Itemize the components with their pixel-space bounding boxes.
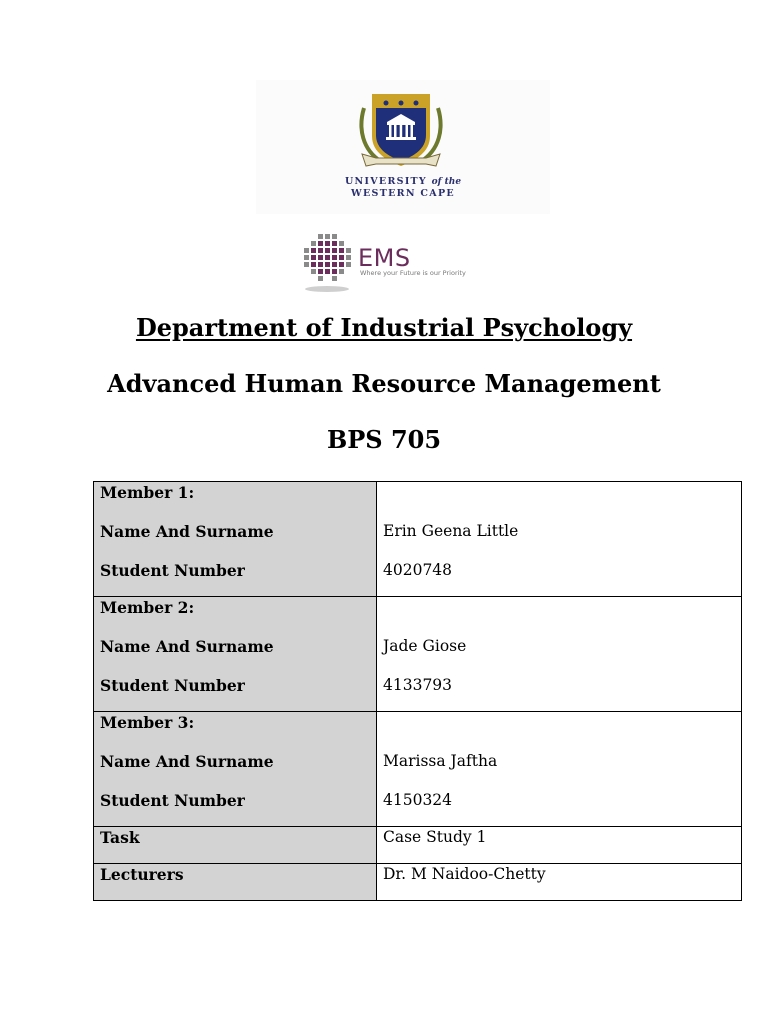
uwc-crest-icon	[356, 88, 446, 176]
member-row	[94, 482, 742, 597]
member-header: Member 3:	[100, 713, 195, 732]
task-label-cell	[94, 827, 377, 864]
member-name: Marissa Jaftha	[383, 752, 498, 770]
student-number-label: Student Number	[100, 561, 245, 580]
lecturers-value: Dr. M Naidoo-Chetty	[383, 865, 546, 883]
course-code: BPS 705	[326, 425, 442, 454]
course-title: Advanced Human Resource Management	[107, 369, 661, 398]
lecturers-label: Lecturers	[100, 865, 184, 884]
student-number-label: Student Number	[100, 676, 245, 695]
member-label-cell	[94, 482, 377, 597]
ems-logo	[300, 232, 470, 296]
uwc-name-line1: UNIVERSITY of the	[344, 176, 462, 187]
member-row	[94, 712, 742, 827]
uwc-name-line2: WESTERN CAPE	[351, 188, 455, 199]
member-label-cell	[94, 597, 377, 712]
task-value-cell	[377, 827, 742, 864]
group-info-table	[93, 481, 742, 901]
student-number: 4020748	[383, 561, 453, 579]
student-number: 4133793	[383, 676, 453, 694]
department-title: Department of Industrial Psychology	[135, 313, 633, 342]
ems-dot-grid-icon	[300, 232, 356, 296]
student-number-label: Student Number	[100, 791, 245, 810]
member-label-cell	[94, 712, 377, 827]
name-label: Name And Surname	[100, 752, 274, 771]
ems-wordmark: EMS	[358, 244, 411, 272]
task-label: Task	[100, 828, 140, 847]
lecturers-row	[94, 864, 742, 901]
task-value: Case Study 1	[383, 828, 487, 846]
lecturers-label-cell	[94, 864, 377, 901]
member-row	[94, 597, 742, 712]
task-row	[94, 827, 742, 864]
member-name: Jade Giose	[383, 637, 467, 655]
member-value-cell	[377, 482, 742, 597]
member-value-cell	[377, 597, 742, 712]
name-label: Name And Surname	[100, 522, 274, 541]
university-western-cape-logo	[256, 80, 550, 214]
member-name: Erin Geena Little	[383, 522, 519, 540]
member-value-cell	[377, 712, 742, 827]
name-label: Name And Surname	[100, 637, 274, 656]
lecturers-value-cell	[377, 864, 742, 901]
student-number: 4150324	[383, 791, 453, 809]
member-header: Member 2:	[100, 598, 195, 617]
ems-tagline: Where your Future is our Priority	[360, 269, 466, 277]
member-header: Member 1:	[100, 483, 195, 502]
